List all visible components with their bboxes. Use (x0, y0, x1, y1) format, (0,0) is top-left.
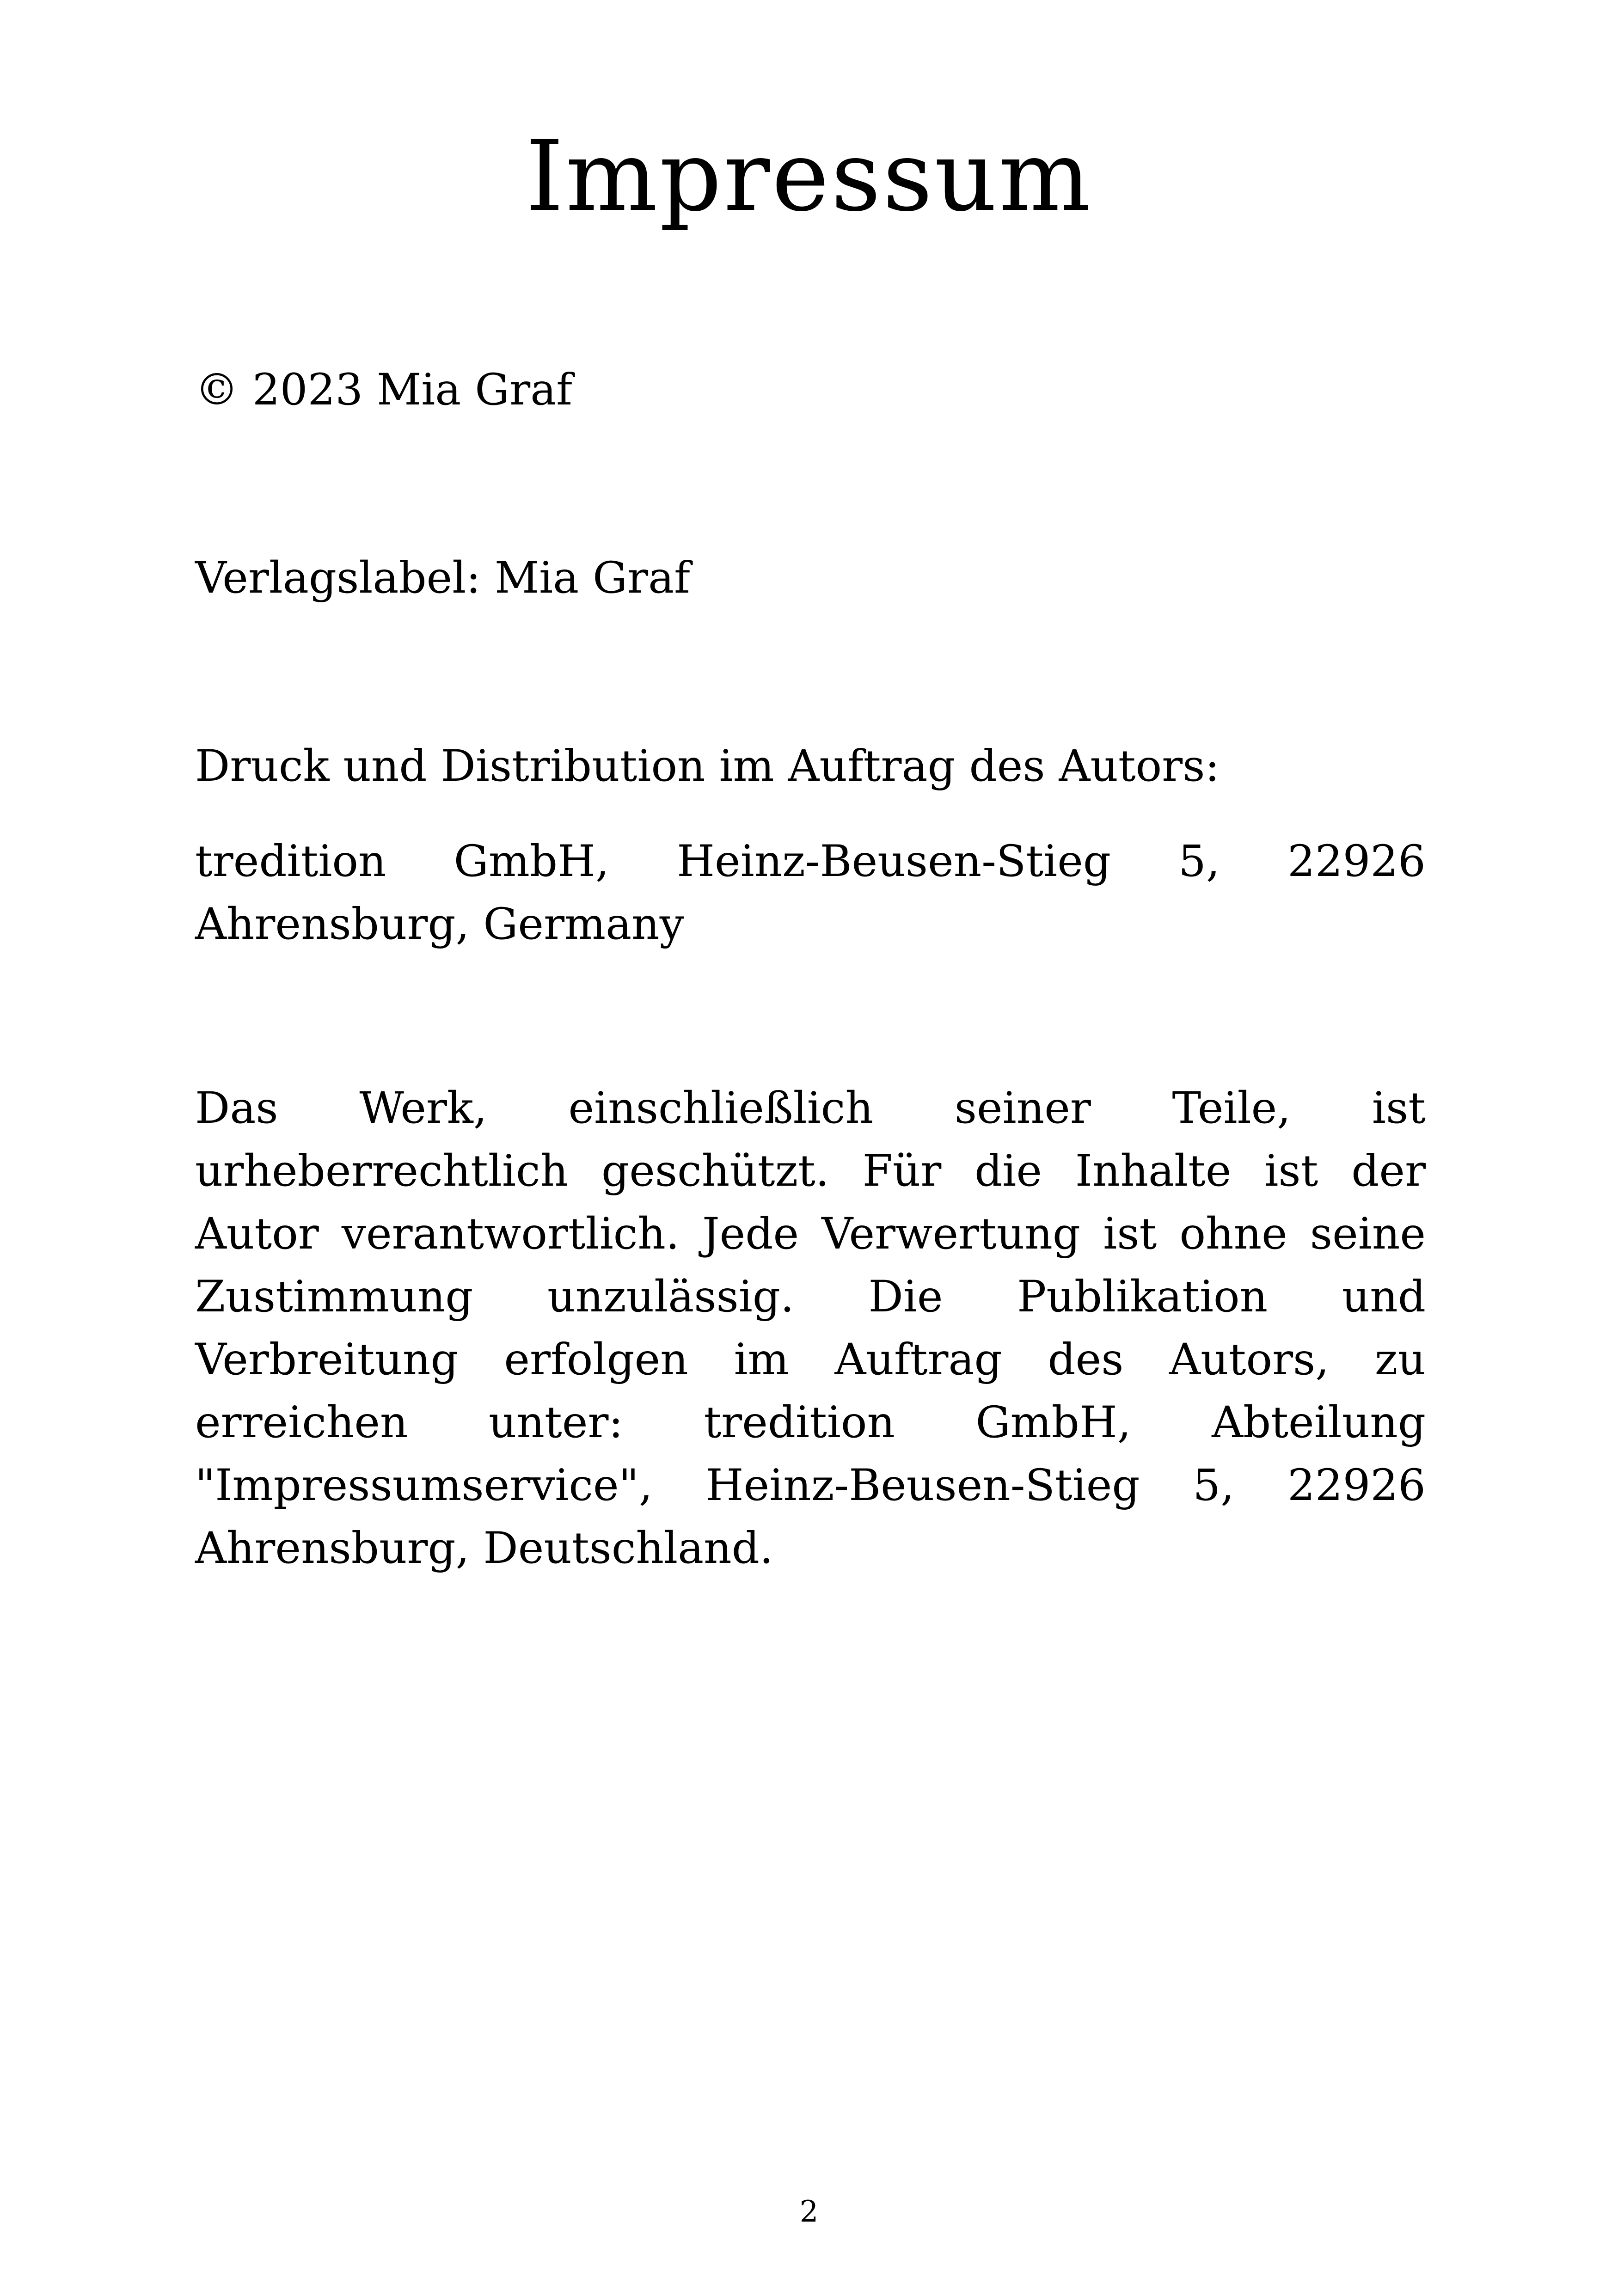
page-title: Impressum (525, 120, 1093, 233)
publisher-label: Verlagslabel: Mia Graf (195, 553, 690, 603)
copyright-notice: © 2023 Mia Graf (195, 365, 573, 415)
legal-notice-paragraph: Das Werk, einschließlich seiner Teile, ist urheberrechtlich geschützt. Für die Inhalte ist der Autor verantwortlich. Jede Verwertung ist ohne seine Zustimmung unzulässig. Die Publikation und Verbreitung erfolgen im Auftrag des Autors, zu erreichen unter: tredition GmbH, Abteilung "Impressumservice", Heinz-Beusen-Stieg 5, 22926 Ahrensburg, Deutschland. (195, 1083, 1426, 1574)
print-distribution-heading: Druck und Distribution im Auftrag des Autors: (195, 741, 1220, 791)
page-number: 2 (799, 2195, 819, 2229)
print-address: tredition GmbH, Heinz-Beusen-Stieg 5, 22926 Ahrensburg, Germany (195, 836, 1426, 949)
